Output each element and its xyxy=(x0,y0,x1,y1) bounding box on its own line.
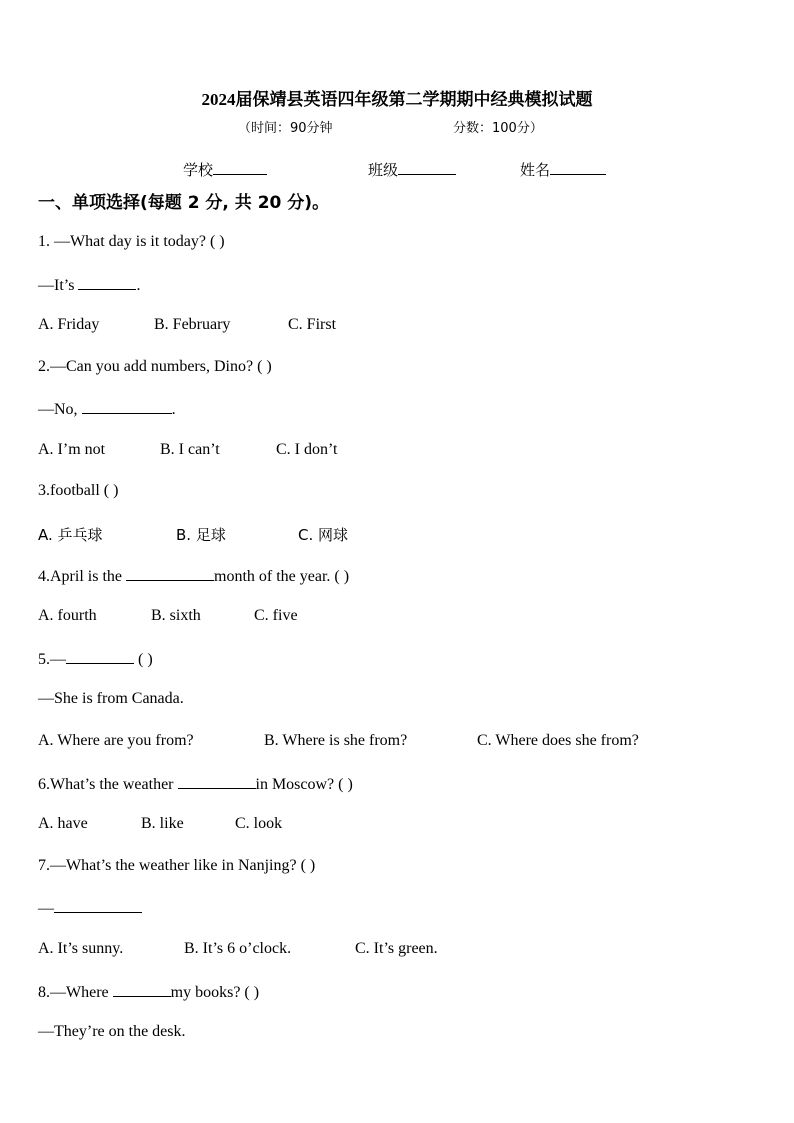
q6-option-b[interactable]: B. like xyxy=(141,815,184,832)
name-label: 姓名 xyxy=(520,161,551,179)
exam-score: 分数：100分） xyxy=(453,121,543,136)
q4-stem-prefix: 4.April is the xyxy=(38,568,126,585)
q5-option-a[interactable]: A. Where are you from? xyxy=(38,732,194,749)
q3-stem: 3.football ( ) xyxy=(38,482,119,499)
class-field xyxy=(368,159,456,180)
q1-options xyxy=(38,316,336,334)
q1-reply-suffix: . xyxy=(136,277,141,294)
school-field xyxy=(183,159,267,180)
q3-option-c[interactable]: C. 网球 xyxy=(298,526,349,544)
q7-option-a[interactable]: A. It’s sunny. xyxy=(38,940,124,957)
school-blank[interactable] xyxy=(213,160,267,175)
q6-option-c[interactable]: C. look xyxy=(235,815,283,832)
exam-time: （时间：90分钟 xyxy=(238,121,333,136)
q2-options xyxy=(38,441,337,459)
q4-stem-suffix: month of the year. ( ) xyxy=(214,568,350,585)
q6-option-a[interactable]: A. have xyxy=(38,815,88,832)
q3-options xyxy=(38,524,348,545)
q3-option-a[interactable]: A. 乒乓球 xyxy=(38,526,103,544)
q4-options xyxy=(38,607,298,625)
q5-reply: —She is from Canada. xyxy=(38,690,184,707)
q8-stem-suffix: my books? ( ) xyxy=(170,984,260,1001)
page-title: 2024届保靖县英语四年级第二学期期中经典模拟试题 xyxy=(201,90,593,109)
q4-option-b[interactable]: B. sixth xyxy=(151,607,201,624)
q1-stem: 1. —What day is it today? ( ) xyxy=(38,233,225,250)
name-field xyxy=(520,159,606,180)
q3-option-b[interactable]: B. 足球 xyxy=(176,526,226,544)
q1-reply-prefix: —It’s xyxy=(38,277,79,294)
q6-stem xyxy=(38,774,353,794)
q2-reply xyxy=(38,399,176,419)
name-blank[interactable] xyxy=(550,160,606,175)
q2-option-b[interactable]: B. I can’t xyxy=(160,441,220,458)
q8-stem-prefix: 8.—Where xyxy=(38,984,113,1001)
class-label: 班级 xyxy=(368,161,399,179)
q5-option-b[interactable]: B. Where is she from? xyxy=(264,732,408,749)
q7-options xyxy=(38,940,438,958)
q2-option-a[interactable]: A. I’m not xyxy=(38,441,106,458)
q1-option-c[interactable]: C. First xyxy=(288,316,337,333)
q6-answer-blank[interactable] xyxy=(178,774,256,789)
q7-option-c[interactable]: C. It’s green. xyxy=(355,940,438,957)
q7-reply-prefix: — xyxy=(38,900,54,917)
q5-options xyxy=(38,732,639,750)
q1-option-b[interactable]: B. February xyxy=(154,316,231,333)
q5-option-c[interactable]: C. Where does she from? xyxy=(477,732,639,749)
q1-reply xyxy=(38,275,140,295)
q5-stem xyxy=(38,649,153,669)
q8-reply: —They’re on the desk. xyxy=(38,1023,186,1040)
q2-answer-blank[interactable] xyxy=(82,399,172,414)
q5-stem-prefix: 5.— xyxy=(38,651,66,668)
q2-reply-prefix: —No, xyxy=(38,401,82,418)
q6-stem-prefix: 6.What’s the weather xyxy=(38,776,178,793)
q1-option-a[interactable]: A. Friday xyxy=(38,316,100,333)
q4-answer-blank[interactable] xyxy=(126,566,214,581)
q4-option-a[interactable]: A. fourth xyxy=(38,607,97,624)
q2-stem: 2.—Can you add numbers, Dino? ( ) xyxy=(38,358,272,375)
q4-option-c[interactable]: C. five xyxy=(254,607,298,624)
q7-answer-blank[interactable] xyxy=(54,898,142,913)
section-heading: 一、单项选择(每题 2 分, 共 20 分)。 xyxy=(38,193,330,213)
q2-option-c[interactable]: C. I don’t xyxy=(276,441,338,458)
q2-reply-suffix: . xyxy=(171,401,176,418)
q5-answer-blank[interactable] xyxy=(66,649,134,664)
q6-options xyxy=(38,815,282,833)
q7-reply xyxy=(38,898,142,918)
q5-stem-suffix: ( ) xyxy=(134,651,153,668)
q8-answer-blank[interactable] xyxy=(113,982,171,997)
q7-stem: 7.—What’s the weather like in Nanjing? ( ) xyxy=(38,857,316,874)
q4-stem xyxy=(38,566,349,586)
q6-stem-suffix: in Moscow? ( ) xyxy=(255,776,353,793)
class-blank[interactable] xyxy=(398,160,456,175)
q7-option-b[interactable]: B. It’s 6 o’clock. xyxy=(184,940,292,957)
q8-stem xyxy=(38,982,259,1002)
school-label: 学校 xyxy=(183,161,214,179)
q1-answer-blank[interactable] xyxy=(78,275,136,290)
